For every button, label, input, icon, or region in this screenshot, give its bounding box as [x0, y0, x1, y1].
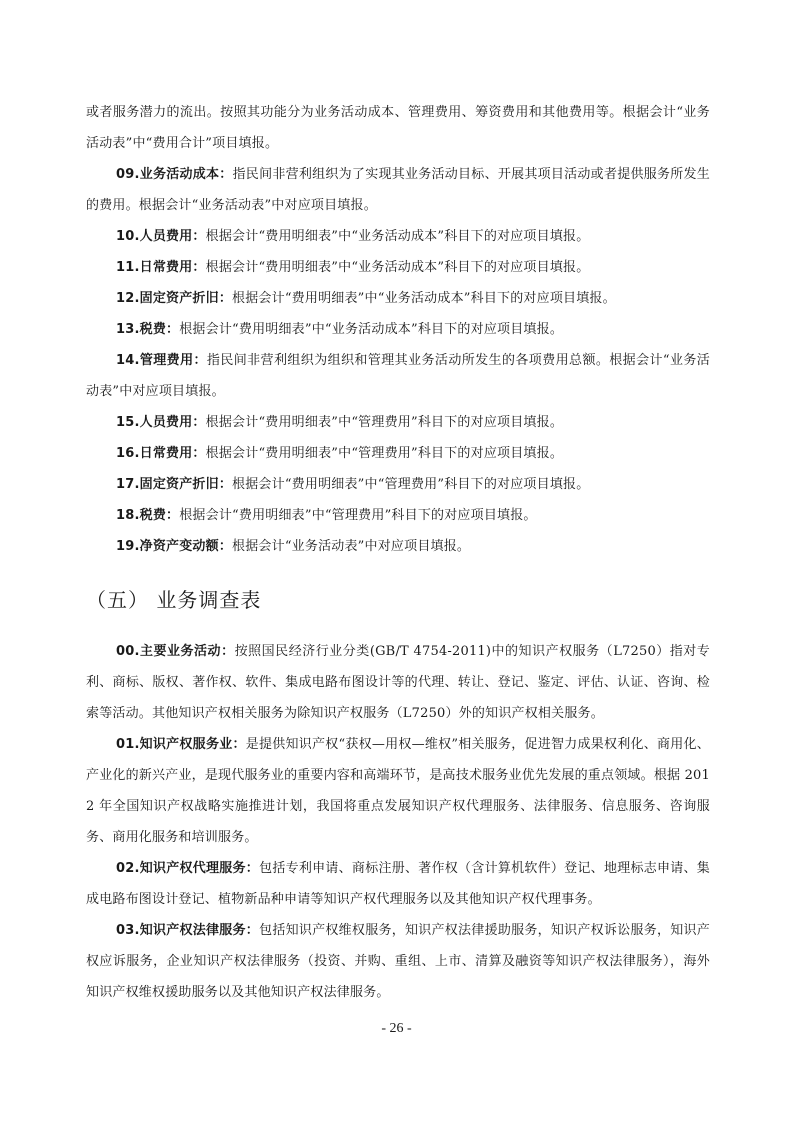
- term-label: 00.主要业务活动：: [116, 644, 235, 659]
- paragraph-16-daily-cost: [86, 438, 710, 469]
- paragraph-17-depreciation: [86, 469, 710, 500]
- term-label: 18.税费：: [116, 508, 180, 523]
- term-label: 16.日常费用：: [116, 446, 206, 461]
- paragraph-text: 根据会计“费用明细表”中“管理费用”科目下的对应项目填报。: [205, 446, 564, 461]
- paragraph-11-daily-cost: [86, 252, 710, 283]
- paragraph-text: 根据会计“费用明细表”中“业务活动成本”科目下的对应项目填报。: [205, 260, 590, 275]
- page-number: - 26 -: [381, 1021, 412, 1036]
- paragraph-text: 根据会计“业务活动表”中对应项目填报。: [232, 539, 471, 554]
- paragraph-text: 根据会计“费用明细表”中“业务活动成本”科目下的对应项目填报。: [179, 322, 564, 337]
- paragraph-text: 根据会计“费用明细表”中“管理费用”科目下的对应项目填报。: [205, 415, 564, 430]
- paragraph-text: 指民间非营利组织为组织和管理其业务活动所发生的各项费用总额。根据会计“业务活动表”中对应项目填报。: [86, 353, 710, 399]
- term-label: 19.净资产变动额：: [116, 539, 233, 554]
- paragraph-09-business-activity-cost: [86, 159, 710, 221]
- paragraph-text: 根据会计“费用明细表”中“管理费用”科目下的对应项目填报。: [179, 508, 537, 523]
- paragraph-text: 根据会计“费用明细表”中“业务活动成本”科目下的对应项目填报。: [232, 291, 616, 306]
- paragraph-02-ip-agency-service: [86, 853, 710, 915]
- paragraph-text: 根据会计“费用明细表”中“管理费用”科目下的对应项目填报。: [232, 477, 590, 492]
- section-heading: （五） 业务调查表: [86, 588, 262, 612]
- term-label: 11.日常费用：: [116, 260, 206, 275]
- term-label: 17.固定资产折旧：: [116, 477, 233, 492]
- term-label: 03.知识产权法律服务：: [116, 923, 260, 938]
- paragraph-00-main-business: [86, 636, 710, 729]
- term-label: 09.业务活动成本：: [116, 167, 233, 182]
- paragraph-text: 根据会计“费用明细表”中“业务活动成本”科目下的对应项目填报。: [205, 229, 590, 244]
- term-label: 13.税费：: [116, 322, 180, 337]
- paragraph-13-taxes: [86, 314, 710, 345]
- paragraph-10-personnel-cost: [86, 221, 710, 252]
- paragraph-03-ip-legal-service: [86, 915, 710, 1008]
- paragraph-text: 是提供知识产权“获权—用权—维权”相关服务，促进智力成果权利化、商用化、产业化的新兴产业，是现代服务业的重要内容和高端环节，是高技术服务业优先发展的重点领域。根据 2012 年全国知识产权战略实施推进计划，我国将重点发展知识产权代理服务、法律服务、信息服务、咨询服务、商用化服务和培训服务。: [86, 737, 710, 845]
- term-label: 12.固定资产折旧：: [116, 291, 233, 306]
- term-label: 14.管理费用：: [116, 353, 207, 368]
- term-label: 10.人员费用：: [116, 229, 206, 244]
- term-label: 02.知识产权代理服务：: [116, 861, 260, 876]
- term-label: 01.知识产权服务业：: [116, 737, 246, 752]
- paragraph-01-ip-service-industry: [86, 729, 710, 853]
- paragraph-14-management-cost: [86, 345, 710, 407]
- paragraph-18-taxes: [86, 500, 710, 531]
- paragraph-text: 包括知识产权维权服务，知识产权法律援助服务，知识产权诉讼服务，知识产权应诉服务，企业知识产权法律服务（投资、并购、重组、上市、清算及融资等知识产权法律服务），海外知识产权维权援助服务以及其他知识产权法律服务。: [86, 923, 710, 1000]
- paragraph-text: 包括专利申请、商标注册、著作权（含计算机软件）登记、地理标志申请、集成电路布图设计登记、植物新品种申请等知识产权代理服务以及其他知识产权代理事务。: [86, 861, 710, 907]
- paragraph-continued: [86, 97, 710, 159]
- paragraph-15-personnel-cost: [86, 407, 710, 438]
- term-label: 15.人员费用：: [116, 415, 206, 430]
- paragraph-12-depreciation: [86, 283, 710, 314]
- document-body: [86, 97, 710, 1008]
- paragraph-19-net-asset-change: [86, 531, 710, 562]
- paragraph-text: 或者服务潜力的流出。按照其功能分为业务活动成本、管理费用、筹资费用和其他费用等。根据会计“业务活动表”中“费用合计”项目填报。: [86, 105, 710, 151]
- paragraph-text: 指民间非营利组织为了实现其业务活动目标、开展其项目活动或者提供服务所发生的费用。根据会计“业务活动表”中对应项目填报。: [86, 167, 710, 213]
- paragraph-text: 按照国民经济行业分类(GB/T 4754-2011)中的知识产权服务（L7250）指对专利、商标、版权、著作权、软件、集成电路布图设计等的代理、转让、登记、鉴定、评估、认证、咨询、检索等活动。其他知识产权相关服务为除知识产权服务（L7250）外的知识产权相关服务。: [86, 644, 711, 721]
